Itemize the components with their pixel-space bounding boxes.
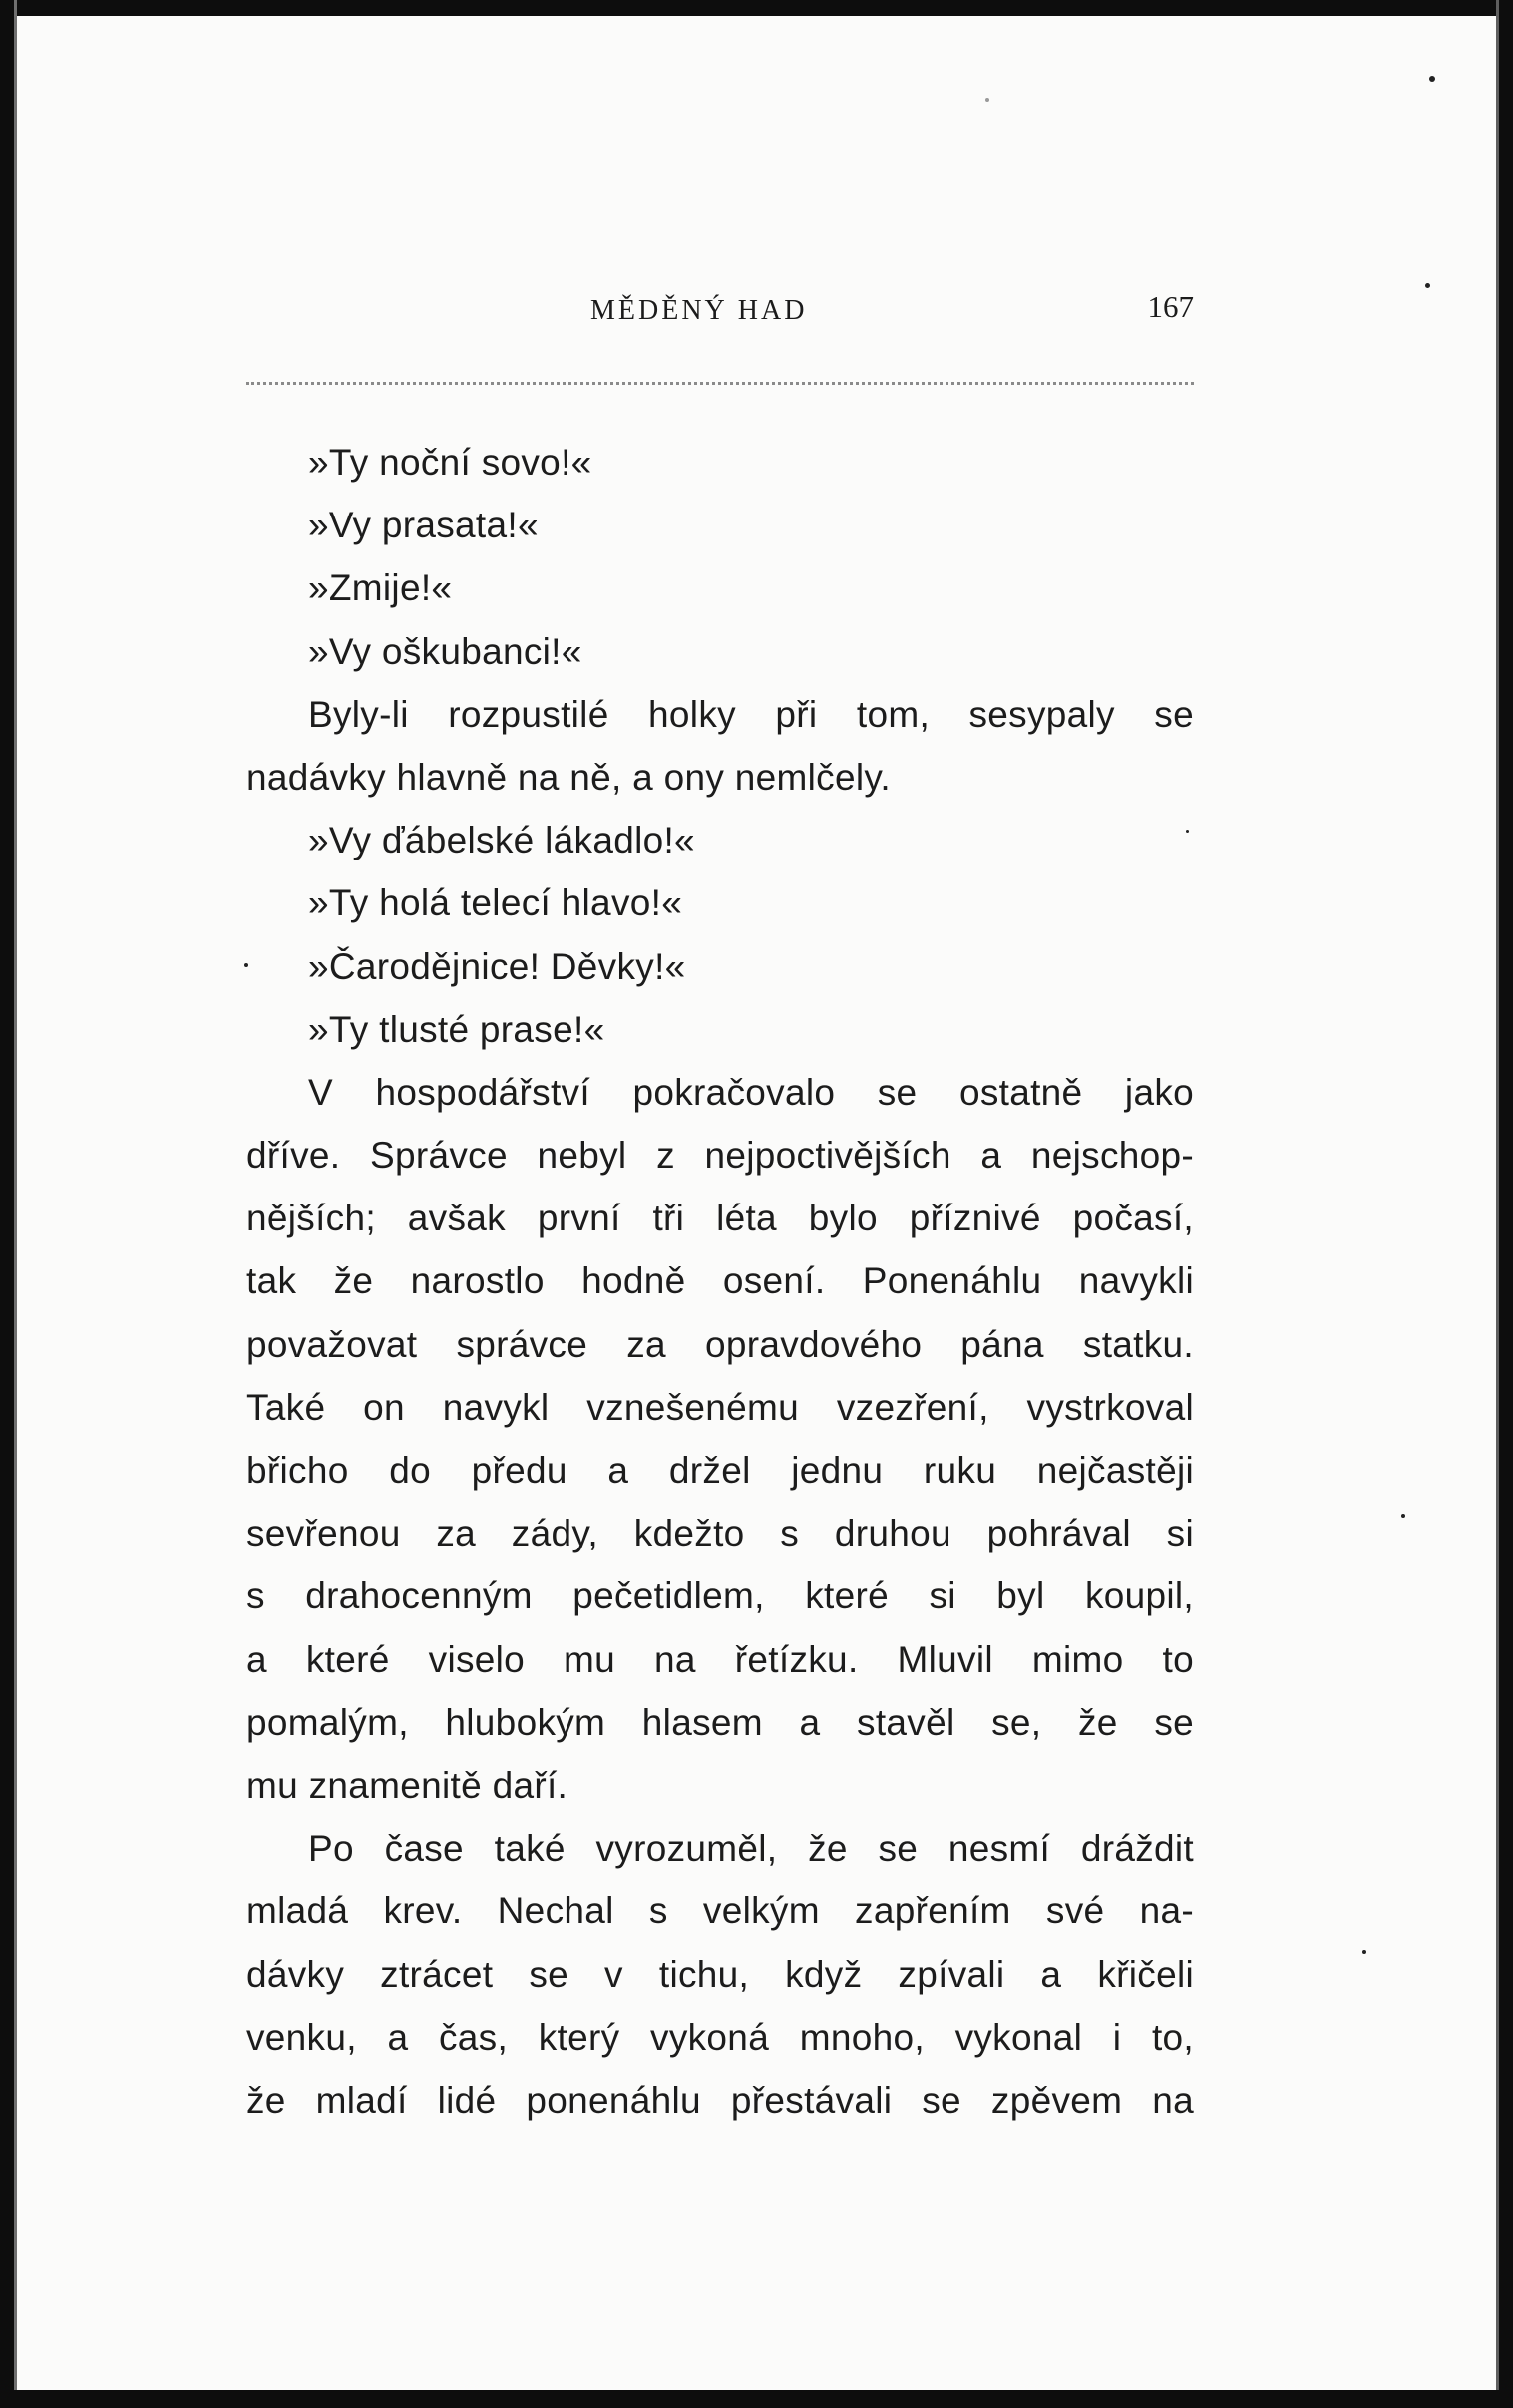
scan-border-bottom <box>0 2390 1513 2408</box>
text-line: a které viselo mu na řetízku. Mluvil mimo to <box>246 1638 1194 1680</box>
scan-speck <box>1362 1950 1366 1954</box>
scan-speck <box>985 98 989 102</box>
text-line: Byly-li rozpustilé holky při tom, sesypaly se <box>308 693 1194 735</box>
body-text <box>246 431 1194 2132</box>
text-line: nějších; avšak první tři léta bylo příznivé počasí, <box>246 1198 1194 1239</box>
running-title: MĚDĚNÝ HAD <box>590 295 808 326</box>
scan-speck <box>1425 283 1430 288</box>
text-line: dříve. Správce nebyl z nejpoctivějších a nejschop- <box>246 1135 1194 1177</box>
text-line: s drahocenným pečetidlem, které si byl koupil, <box>246 1575 1194 1617</box>
text-line: »Ty noční sovo!« <box>308 442 592 483</box>
text-line: »Vy prasata!« <box>308 505 539 546</box>
text-line: »Vy ďábelské lákadlo!« <box>308 820 695 861</box>
scan-border-top <box>0 0 1513 16</box>
text-line: mladá krev. Nechal s velkým zapřením své na- <box>246 1891 1194 1932</box>
scan-speck <box>1429 76 1435 82</box>
scan-border-right-shadow <box>1496 0 1499 2408</box>
scan-border-left-shadow <box>14 0 17 2408</box>
text-line: »Ty holá telecí hlavo!« <box>308 882 683 924</box>
text-line: »Zmije!« <box>308 567 453 609</box>
running-header <box>246 289 1194 337</box>
text-line: Po čase také vyrozuměl, že se nesmí dráždit <box>308 1828 1194 1870</box>
text-line: považovat správce za opravdového pána statku. <box>246 1323 1194 1365</box>
text-line: »Čarodějnice! Děvky!« <box>308 945 686 987</box>
text-line: sevřenou za zády, kdežto s druhou pohrával si <box>246 1513 1194 1554</box>
text-line: mu znamenitě daří. <box>246 1764 568 1806</box>
text-line: tak že narostlo hodně osení. Ponenáhlu navykli <box>246 1260 1194 1302</box>
text-line: že mladí lidé ponenáhlu přestávali se zpěvem na <box>246 2079 1194 2121</box>
text-line: břicho do předu a držel jednu ruku nejčastěji <box>246 1450 1194 1491</box>
header-rule <box>246 382 1194 385</box>
text-line: dávky ztrácet se v tichu, když zpívali a křičeli <box>246 1953 1194 1995</box>
text-line: Také on navykl vznešenému vzezření, vystrkoval <box>246 1386 1194 1428</box>
text-line: »Ty tlusté prase!« <box>308 1008 605 1050</box>
scan-border-right <box>1499 0 1513 2408</box>
page-number: 167 <box>1147 289 1194 324</box>
text-line: »Vy oškubanci!« <box>308 630 582 672</box>
text-line: pomalým, hlubokým hlasem a stavěl se, že se <box>246 1701 1194 1743</box>
text-line: venku, a čas, který vykoná mnoho, vykonal i to, <box>246 2016 1194 2058</box>
scan-speck <box>1401 1514 1405 1518</box>
text-line: nadávky hlavně na ně, a ony nemlčely. <box>246 756 891 798</box>
text-line: V hospodářství pokračovalo se ostatně jako <box>308 1071 1194 1113</box>
scan-border-left <box>0 0 14 2408</box>
